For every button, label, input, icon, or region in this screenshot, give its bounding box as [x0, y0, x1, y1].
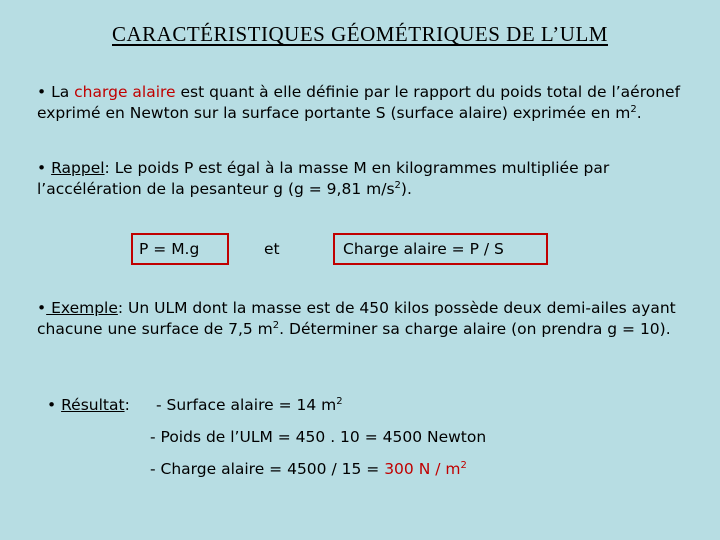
- bullet: •: [47, 396, 57, 414]
- slide-title: CARACTÉRISTIQUES GÉOMÉTRIQUES DE L’ULM: [112, 22, 608, 46]
- result-line-weight: - Poids de l’ULM = 450 . 10 = 4500 Newton: [150, 428, 487, 446]
- reminder-paragraph: • Rappel: Le poids P est égal à la masse M en kilogrammes multipliée par l’accélération de la pesanteur g (g = 9,81 $m/s^2$).: [37, 159, 610, 198]
- final-answer: 300 N / $m^2$: [384, 460, 467, 478]
- result-line-wing-loading: - Charge alaire = 4500 / 15 = 300 N / $m^2$: [150, 460, 467, 478]
- formula-box-weight: P = M.g: [131, 233, 229, 265]
- bullet: •: [37, 159, 47, 177]
- example-paragraph: • Exemple: Un ULM dont la masse est de 450 kilos possède deux demi-ailes ayant chacune une surface de 7,5 $m^2$. Déterminer sa charge alaire (on prendra g = 10).: [37, 299, 676, 338]
- result-line-surface: - Surface alaire = 14 $m^2$: [156, 396, 343, 414]
- reminder-label: Rappel: [51, 159, 105, 177]
- bullet: •: [37, 83, 47, 101]
- bullet: •: [37, 299, 47, 317]
- highlight-term: charge alaire: [74, 83, 176, 101]
- example-label: Exemple: [46, 299, 118, 317]
- definition-paragraph: • La charge alaire est quant à elle définie par le rapport du poids total de l’aéronef exprimé en Newton sur la surface portante S (surface alaire) exprimée en $m^2$.: [37, 83, 681, 122]
- result-keyword: Résultat: [61, 396, 125, 414]
- formula-box-wing-loading: Charge alaire = P / S: [333, 233, 548, 265]
- result-label: • Résultat:: [47, 396, 130, 414]
- formula-connector: et: [264, 240, 280, 258]
